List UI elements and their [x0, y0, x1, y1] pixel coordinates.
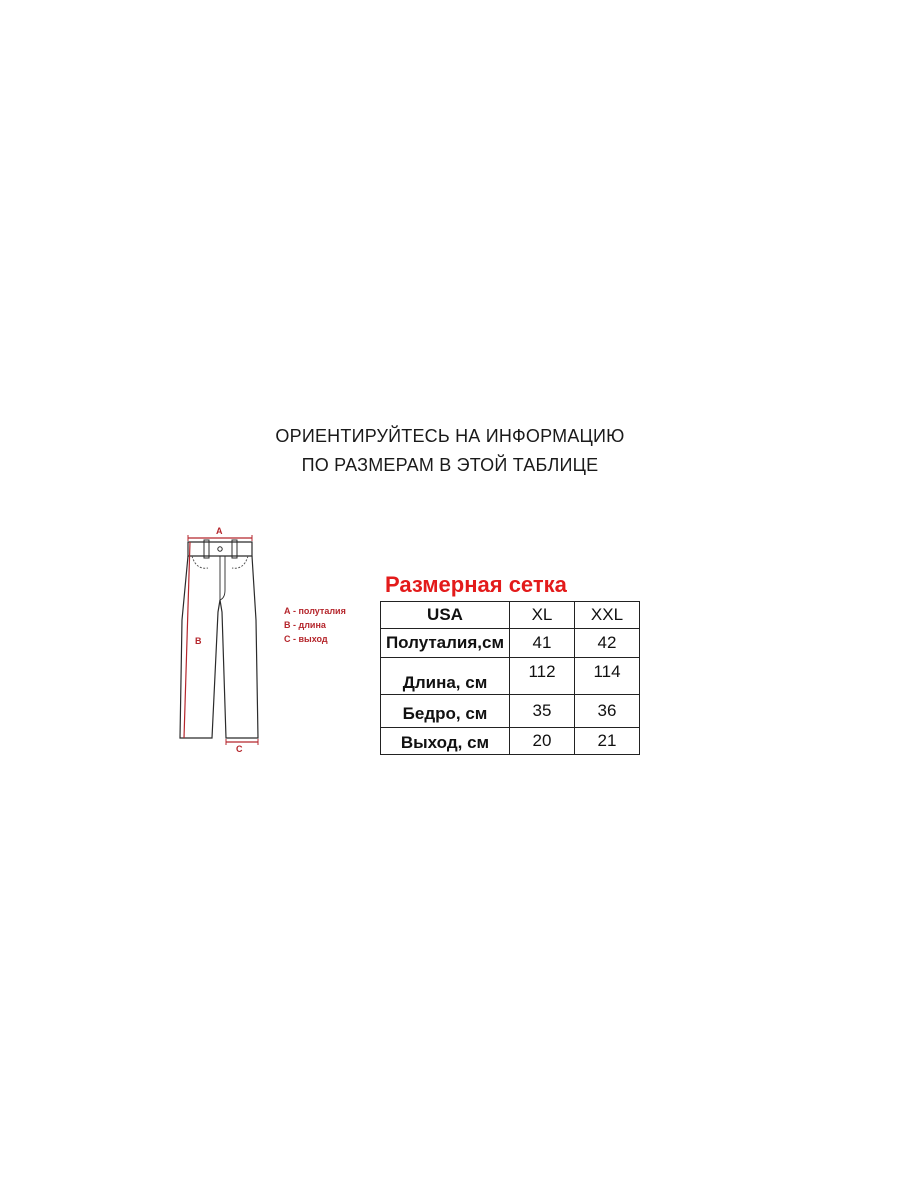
- table-row: [381, 728, 640, 755]
- pants-right-leg: [220, 556, 258, 738]
- pants-left-leg: [180, 556, 220, 738]
- heading-line-2: ПО РАЗМЕРАМ В ЭТОЙ ТАБЛИЦЕ: [301, 455, 599, 475]
- cell-xl: 112: [528, 662, 556, 681]
- header-cell-usa: USA: [381, 602, 510, 629]
- pants-waistband: [188, 542, 252, 556]
- cell-xxl: 114: [593, 662, 621, 681]
- cell-xl: 20: [510, 728, 575, 755]
- table-row: [381, 695, 640, 728]
- table-header-row: [381, 602, 640, 629]
- cell-xxl: 36: [575, 695, 640, 728]
- cell-xxl: 42: [575, 629, 640, 658]
- legend-item-c: С - выход: [284, 634, 328, 644]
- heading: [0, 422, 900, 480]
- belt-loop-left: [204, 540, 209, 558]
- marker-b: B: [195, 636, 202, 646]
- header-cell-xl: XL: [510, 602, 575, 629]
- heading-line-1: ОРИЕНТИРУЙТЕСЬ НА ИНФОРМАЦИЮ: [275, 426, 625, 446]
- legend-item-a: А - полуталия: [284, 606, 346, 616]
- row-label: Бедро, см: [402, 704, 488, 723]
- row-label: Длина, см: [402, 673, 488, 692]
- marker-a: A: [216, 526, 223, 536]
- belt-loop-right: [232, 540, 237, 558]
- pants-fly: [220, 556, 225, 600]
- cell-xl: 41: [510, 629, 575, 658]
- row-label: Выход, см: [400, 733, 490, 752]
- table-row: [381, 629, 640, 658]
- table-row: [381, 658, 640, 695]
- legend-item-b: В - длина: [284, 620, 326, 630]
- row-label: Полуталия,см: [385, 633, 505, 652]
- size-chart-title: Размерная сетка: [385, 572, 567, 597]
- size-table: [380, 601, 640, 755]
- measurement-legend: [284, 604, 346, 646]
- marker-c: C: [236, 744, 243, 754]
- pants-button: [218, 547, 222, 551]
- cell-xl: 35: [510, 695, 575, 728]
- header-cell-xxl: XXL: [575, 602, 640, 629]
- cell-xxl: 21: [575, 728, 640, 755]
